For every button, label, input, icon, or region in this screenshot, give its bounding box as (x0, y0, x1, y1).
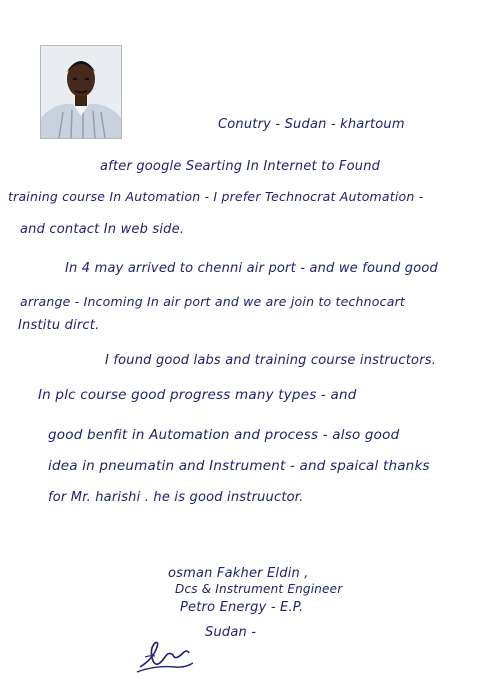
letter-line: In plc course good progress many types - and (38, 387, 357, 403)
signature-title: Dcs & Instrument Engineer (175, 582, 343, 596)
letter-line: In 4 may arrived to chenni air port - and we found good (65, 261, 439, 276)
person-portrait-icon (41, 46, 121, 138)
person-photo (40, 45, 122, 139)
letter-line: Institu dirct. (18, 318, 100, 333)
handwritten-signature (135, 637, 195, 677)
letter-line: for Mr. harishi . he is good instruuctor. (48, 490, 304, 505)
letter-heading: Conutry - Sudan - khartoum (218, 117, 405, 132)
signature-name: osman Fakher Eldin , (168, 566, 309, 581)
letter-line: good benfit in Automation and process - also good (48, 427, 400, 443)
signature-company: Petro Energy - E.P. (180, 600, 304, 615)
letter-line: idea in pneumatin and Instrument - and spaical thanks (48, 458, 430, 474)
letter-line: after google Searting In Internet to Found (100, 159, 381, 174)
letter-line: and contact In web side. (20, 222, 185, 237)
letter-line: I found good labs and training course instructors. (105, 353, 437, 368)
letter-line: training course In Automation - I prefer Technocrat Automation - (8, 189, 424, 204)
letter-line: arrange - Incoming In air port and we are join to technocart (20, 294, 406, 309)
signature-country: Sudan - (205, 625, 257, 640)
